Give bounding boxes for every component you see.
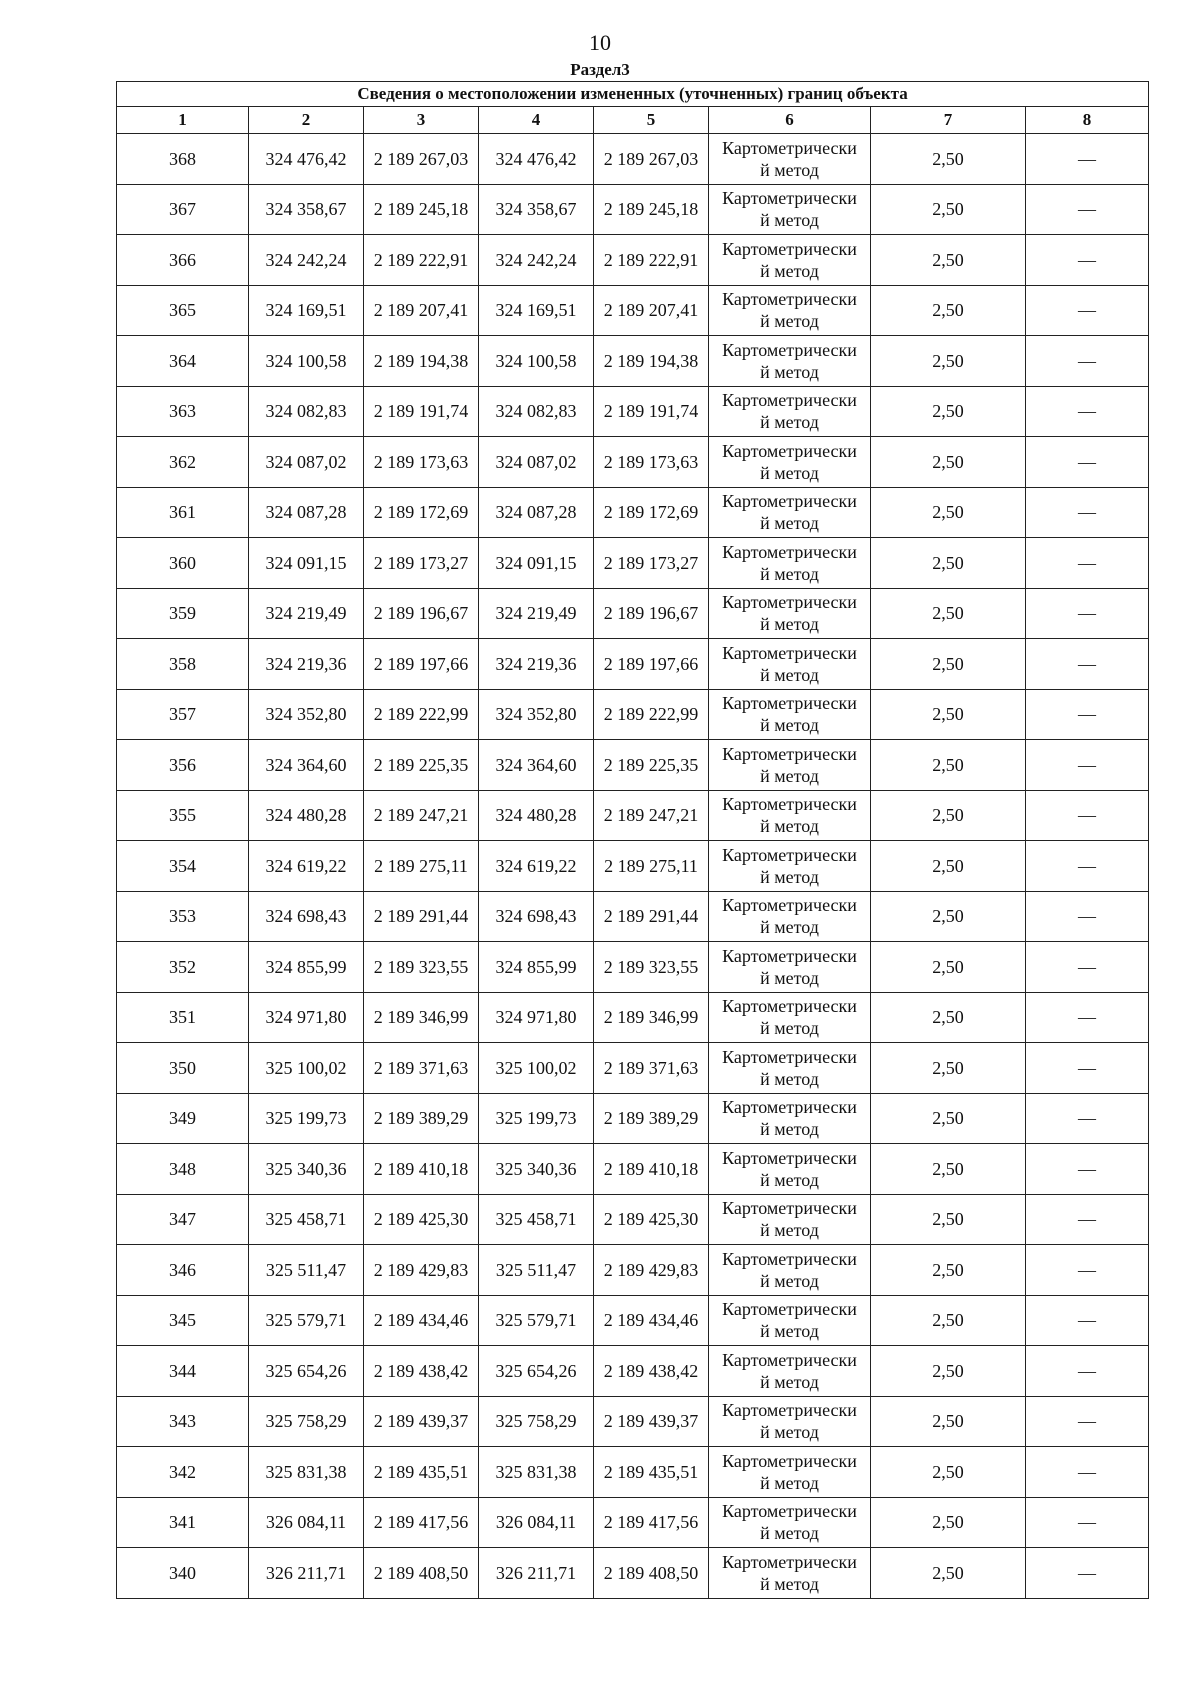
description-cell: —	[1026, 235, 1149, 286]
x-new-cell: 324 698,43	[479, 891, 594, 942]
x-old-cell: 324 855,99	[249, 942, 364, 993]
table-row	[117, 841, 1149, 892]
y-old-cell: 2 189 371,63	[364, 1043, 479, 1094]
table-row	[117, 285, 1149, 336]
x-old-cell: 324 169,51	[249, 285, 364, 336]
accuracy-cell: 2,50	[871, 790, 1026, 841]
y-new-cell: 2 189 389,29	[594, 1093, 709, 1144]
point-number-cell: 358	[117, 639, 249, 690]
method-cell: Картометрически й метод	[709, 386, 871, 437]
table-row	[117, 1548, 1149, 1599]
table-row	[117, 588, 1149, 639]
point-number-cell: 347	[117, 1194, 249, 1245]
description-cell: —	[1026, 386, 1149, 437]
x-new-cell: 324 242,24	[479, 235, 594, 286]
x-new-cell: 325 831,38	[479, 1447, 594, 1498]
point-number-cell: 345	[117, 1295, 249, 1346]
y-new-cell: 2 189 172,69	[594, 487, 709, 538]
accuracy-cell: 2,50	[871, 1295, 1026, 1346]
description-cell: —	[1026, 487, 1149, 538]
x-new-cell: 324 219,49	[479, 588, 594, 639]
y-new-cell: 2 189 417,56	[594, 1497, 709, 1548]
x-old-cell: 324 082,83	[249, 386, 364, 437]
column-header: 1	[117, 107, 249, 134]
x-old-cell: 325 100,02	[249, 1043, 364, 1094]
point-number-cell: 364	[117, 336, 249, 387]
accuracy-cell: 2,50	[871, 235, 1026, 286]
x-new-cell: 326 084,11	[479, 1497, 594, 1548]
table-row	[117, 992, 1149, 1043]
x-new-cell: 325 654,26	[479, 1346, 594, 1397]
x-old-cell: 325 511,47	[249, 1245, 364, 1296]
table-row	[117, 1144, 1149, 1195]
description-cell: —	[1026, 588, 1149, 639]
description-cell: —	[1026, 992, 1149, 1043]
table-row	[117, 891, 1149, 942]
point-number-cell: 348	[117, 1144, 249, 1195]
point-number-cell: 354	[117, 841, 249, 892]
point-number-cell: 344	[117, 1346, 249, 1397]
point-number-cell: 361	[117, 487, 249, 538]
y-old-cell: 2 189 346,99	[364, 992, 479, 1043]
x-old-cell: 326 211,71	[249, 1548, 364, 1599]
point-number-cell: 356	[117, 740, 249, 791]
description-cell: —	[1026, 1144, 1149, 1195]
point-number-cell: 349	[117, 1093, 249, 1144]
column-header: 4	[479, 107, 594, 134]
x-old-cell: 325 758,29	[249, 1396, 364, 1447]
point-number-cell: 357	[117, 689, 249, 740]
method-cell: Картометрически й метод	[709, 740, 871, 791]
table-row	[117, 1346, 1149, 1397]
y-new-cell: 2 189 222,91	[594, 235, 709, 286]
method-cell: Картометрически й метод	[709, 639, 871, 690]
description-cell: —	[1026, 689, 1149, 740]
method-cell: Картометрически й метод	[709, 588, 871, 639]
y-new-cell: 2 189 439,37	[594, 1396, 709, 1447]
x-old-cell: 324 619,22	[249, 841, 364, 892]
y-old-cell: 2 189 172,69	[364, 487, 479, 538]
table-row	[117, 487, 1149, 538]
method-cell: Картометрически й метод	[709, 1497, 871, 1548]
y-old-cell: 2 189 408,50	[364, 1548, 479, 1599]
x-new-cell: 324 480,28	[479, 790, 594, 841]
x-new-cell: 324 364,60	[479, 740, 594, 791]
x-new-cell: 324 091,15	[479, 538, 594, 589]
table-row	[117, 639, 1149, 690]
point-number-cell: 359	[117, 588, 249, 639]
point-number-cell: 368	[117, 134, 249, 185]
description-cell: —	[1026, 1194, 1149, 1245]
y-old-cell: 2 189 222,99	[364, 689, 479, 740]
description-cell: —	[1026, 942, 1149, 993]
x-old-cell: 324 219,36	[249, 639, 364, 690]
description-cell: —	[1026, 336, 1149, 387]
y-new-cell: 2 189 173,27	[594, 538, 709, 589]
y-old-cell: 2 189 173,63	[364, 437, 479, 488]
y-old-cell: 2 189 194,38	[364, 336, 479, 387]
x-old-cell: 325 458,71	[249, 1194, 364, 1245]
table-row	[117, 437, 1149, 488]
boundary-coordinates-table	[116, 81, 1149, 1599]
point-number-cell: 360	[117, 538, 249, 589]
y-new-cell: 2 189 194,38	[594, 336, 709, 387]
x-old-cell: 324 698,43	[249, 891, 364, 942]
y-old-cell: 2 189 291,44	[364, 891, 479, 942]
description-cell: —	[1026, 740, 1149, 791]
method-cell: Картометрически й метод	[709, 285, 871, 336]
y-old-cell: 2 189 196,67	[364, 588, 479, 639]
y-new-cell: 2 189 425,30	[594, 1194, 709, 1245]
x-old-cell: 324 100,58	[249, 336, 364, 387]
y-old-cell: 2 189 173,27	[364, 538, 479, 589]
table-body	[117, 134, 1149, 1599]
table-row	[117, 1396, 1149, 1447]
y-old-cell: 2 189 197,66	[364, 639, 479, 690]
x-old-cell: 324 971,80	[249, 992, 364, 1043]
accuracy-cell: 2,50	[871, 942, 1026, 993]
x-old-cell: 325 199,73	[249, 1093, 364, 1144]
x-new-cell: 324 358,67	[479, 184, 594, 235]
y-new-cell: 2 189 247,21	[594, 790, 709, 841]
method-cell: Картометрически й метод	[709, 841, 871, 892]
x-old-cell: 324 352,80	[249, 689, 364, 740]
description-cell: —	[1026, 1548, 1149, 1599]
method-cell: Картометрически й метод	[709, 1548, 871, 1599]
table-row	[117, 235, 1149, 286]
accuracy-cell: 2,50	[871, 841, 1026, 892]
accuracy-cell: 2,50	[871, 689, 1026, 740]
x-new-cell: 324 082,83	[479, 386, 594, 437]
accuracy-cell: 2,50	[871, 1144, 1026, 1195]
x-old-cell: 324 087,02	[249, 437, 364, 488]
x-old-cell: 324 087,28	[249, 487, 364, 538]
description-cell: —	[1026, 184, 1149, 235]
table-row	[117, 1497, 1149, 1548]
method-cell: Картометрически й метод	[709, 1144, 871, 1195]
y-new-cell: 2 189 197,66	[594, 639, 709, 690]
x-new-cell: 324 219,36	[479, 639, 594, 690]
column-header: 8	[1026, 107, 1149, 134]
y-old-cell: 2 189 439,37	[364, 1396, 479, 1447]
x-new-cell: 324 169,51	[479, 285, 594, 336]
method-cell: Картометрически й метод	[709, 336, 871, 387]
section-title: Раздел3	[570, 60, 630, 79]
point-number-cell: 365	[117, 285, 249, 336]
table-row	[117, 1295, 1149, 1346]
y-new-cell: 2 189 275,11	[594, 841, 709, 892]
accuracy-cell: 2,50	[871, 386, 1026, 437]
point-number-cell: 350	[117, 1043, 249, 1094]
x-new-cell: 325 579,71	[479, 1295, 594, 1346]
point-number-cell: 363	[117, 386, 249, 437]
y-old-cell: 2 189 207,41	[364, 285, 479, 336]
accuracy-cell: 2,50	[871, 639, 1026, 690]
x-old-cell: 325 831,38	[249, 1447, 364, 1498]
table-row	[117, 336, 1149, 387]
description-cell: —	[1026, 1497, 1149, 1548]
y-new-cell: 2 189 408,50	[594, 1548, 709, 1599]
table-caption: Сведения о местоположении измененных (уточненных) границ объекта	[117, 82, 1149, 107]
method-cell: Картометрически й метод	[709, 942, 871, 993]
accuracy-cell: 2,50	[871, 1396, 1026, 1447]
y-new-cell: 2 189 225,35	[594, 740, 709, 791]
column-header: 2	[249, 107, 364, 134]
description-cell: —	[1026, 1093, 1149, 1144]
y-old-cell: 2 189 267,03	[364, 134, 479, 185]
accuracy-cell: 2,50	[871, 134, 1026, 185]
point-number-cell: 362	[117, 437, 249, 488]
x-old-cell: 324 476,42	[249, 134, 364, 185]
description-cell: —	[1026, 891, 1149, 942]
x-new-cell: 325 100,02	[479, 1043, 594, 1094]
x-old-cell: 324 364,60	[249, 740, 364, 791]
accuracy-cell: 2,50	[871, 1043, 1026, 1094]
method-cell: Картометрически й метод	[709, 487, 871, 538]
accuracy-cell: 2,50	[871, 336, 1026, 387]
method-cell: Картометрически й метод	[709, 235, 871, 286]
y-old-cell: 2 189 275,11	[364, 841, 479, 892]
point-number-cell: 367	[117, 184, 249, 235]
x-new-cell: 324 476,42	[479, 134, 594, 185]
y-old-cell: 2 189 225,35	[364, 740, 479, 791]
point-number-cell: 352	[117, 942, 249, 993]
x-new-cell: 326 211,71	[479, 1548, 594, 1599]
table-row	[117, 1447, 1149, 1498]
y-old-cell: 2 189 191,74	[364, 386, 479, 437]
y-old-cell: 2 189 434,46	[364, 1295, 479, 1346]
accuracy-cell: 2,50	[871, 285, 1026, 336]
y-old-cell: 2 189 429,83	[364, 1245, 479, 1296]
accuracy-cell: 2,50	[871, 1447, 1026, 1498]
description-cell: —	[1026, 1396, 1149, 1447]
table-row	[117, 538, 1149, 589]
y-old-cell: 2 189 438,42	[364, 1346, 479, 1397]
description-cell: —	[1026, 437, 1149, 488]
y-new-cell: 2 189 173,63	[594, 437, 709, 488]
table-row	[117, 1194, 1149, 1245]
x-new-cell: 324 100,58	[479, 336, 594, 387]
method-cell: Картометрически й метод	[709, 437, 871, 488]
x-new-cell: 325 340,36	[479, 1144, 594, 1195]
description-cell: —	[1026, 1346, 1149, 1397]
description-cell: —	[1026, 1245, 1149, 1296]
x-old-cell: 324 242,24	[249, 235, 364, 286]
method-cell: Картометрически й метод	[709, 992, 871, 1043]
method-cell: Картометрически й метод	[709, 1295, 871, 1346]
point-number-cell: 366	[117, 235, 249, 286]
description-cell: —	[1026, 285, 1149, 336]
accuracy-cell: 2,50	[871, 1093, 1026, 1144]
y-new-cell: 2 189 435,51	[594, 1447, 709, 1498]
table-row	[117, 790, 1149, 841]
y-new-cell: 2 189 323,55	[594, 942, 709, 993]
accuracy-cell: 2,50	[871, 437, 1026, 488]
y-old-cell: 2 189 323,55	[364, 942, 479, 993]
y-new-cell: 2 189 245,18	[594, 184, 709, 235]
x-new-cell: 324 087,28	[479, 487, 594, 538]
x-old-cell: 324 091,15	[249, 538, 364, 589]
y-old-cell: 2 189 245,18	[364, 184, 479, 235]
x-new-cell: 324 087,02	[479, 437, 594, 488]
y-new-cell: 2 189 429,83	[594, 1245, 709, 1296]
x-old-cell: 325 654,26	[249, 1346, 364, 1397]
point-number-cell: 342	[117, 1447, 249, 1498]
y-new-cell: 2 189 434,46	[594, 1295, 709, 1346]
point-number-cell: 353	[117, 891, 249, 942]
description-cell: —	[1026, 538, 1149, 589]
column-header: 7	[871, 107, 1026, 134]
x-new-cell: 325 199,73	[479, 1093, 594, 1144]
method-cell: Картометрически й метод	[709, 790, 871, 841]
accuracy-cell: 2,50	[871, 1346, 1026, 1397]
y-new-cell: 2 189 410,18	[594, 1144, 709, 1195]
y-new-cell: 2 189 207,41	[594, 285, 709, 336]
description-cell: —	[1026, 1447, 1149, 1498]
y-new-cell: 2 189 371,63	[594, 1043, 709, 1094]
point-number-cell: 340	[117, 1548, 249, 1599]
y-old-cell: 2 189 417,56	[364, 1497, 479, 1548]
point-number-cell: 351	[117, 992, 249, 1043]
method-cell: Картометрически й метод	[709, 1093, 871, 1144]
table-row	[117, 1245, 1149, 1296]
point-number-cell: 346	[117, 1245, 249, 1296]
y-new-cell: 2 189 291,44	[594, 891, 709, 942]
method-cell: Картометрически й метод	[709, 1396, 871, 1447]
y-old-cell: 2 189 410,18	[364, 1144, 479, 1195]
table-row	[117, 1043, 1149, 1094]
method-cell: Картометрически й метод	[709, 538, 871, 589]
x-old-cell: 326 084,11	[249, 1497, 364, 1548]
x-new-cell: 325 458,71	[479, 1194, 594, 1245]
x-old-cell: 324 219,49	[249, 588, 364, 639]
accuracy-cell: 2,50	[871, 891, 1026, 942]
method-cell: Картометрически й метод	[709, 689, 871, 740]
table-row	[117, 134, 1149, 185]
x-old-cell: 325 579,71	[249, 1295, 364, 1346]
y-old-cell: 2 189 222,91	[364, 235, 479, 286]
accuracy-cell: 2,50	[871, 1548, 1026, 1599]
x-new-cell: 324 971,80	[479, 992, 594, 1043]
description-cell: —	[1026, 1043, 1149, 1094]
x-new-cell: 324 619,22	[479, 841, 594, 892]
y-new-cell: 2 189 222,99	[594, 689, 709, 740]
table-row	[117, 184, 1149, 235]
table-row	[117, 689, 1149, 740]
method-cell: Картометрически й метод	[709, 1043, 871, 1094]
description-cell: —	[1026, 134, 1149, 185]
method-cell: Картометрически й метод	[709, 1245, 871, 1296]
description-cell: —	[1026, 1295, 1149, 1346]
accuracy-cell: 2,50	[871, 588, 1026, 639]
method-cell: Картометрически й метод	[709, 134, 871, 185]
point-number-cell: 343	[117, 1396, 249, 1447]
y-new-cell: 2 189 346,99	[594, 992, 709, 1043]
method-cell: Картометрически й метод	[709, 1447, 871, 1498]
x-old-cell: 324 480,28	[249, 790, 364, 841]
column-header: 5	[594, 107, 709, 134]
method-cell: Картометрически й метод	[709, 1194, 871, 1245]
description-cell: —	[1026, 841, 1149, 892]
table-row	[117, 1093, 1149, 1144]
y-old-cell: 2 189 247,21	[364, 790, 479, 841]
y-new-cell: 2 189 191,74	[594, 386, 709, 437]
table-row	[117, 386, 1149, 437]
accuracy-cell: 2,50	[871, 1497, 1026, 1548]
x-new-cell: 324 352,80	[479, 689, 594, 740]
x-new-cell: 325 511,47	[479, 1245, 594, 1296]
x-old-cell: 325 340,36	[249, 1144, 364, 1195]
y-old-cell: 2 189 425,30	[364, 1194, 479, 1245]
accuracy-cell: 2,50	[871, 1245, 1026, 1296]
y-old-cell: 2 189 435,51	[364, 1447, 479, 1498]
description-cell: —	[1026, 790, 1149, 841]
y-old-cell: 2 189 389,29	[364, 1093, 479, 1144]
table-row	[117, 942, 1149, 993]
accuracy-cell: 2,50	[871, 184, 1026, 235]
y-new-cell: 2 189 196,67	[594, 588, 709, 639]
x-new-cell: 324 855,99	[479, 942, 594, 993]
accuracy-cell: 2,50	[871, 992, 1026, 1043]
y-new-cell: 2 189 267,03	[594, 134, 709, 185]
table-row	[117, 740, 1149, 791]
point-number-cell: 341	[117, 1497, 249, 1548]
accuracy-cell: 2,50	[871, 740, 1026, 791]
accuracy-cell: 2,50	[871, 487, 1026, 538]
column-header: 3	[364, 107, 479, 134]
y-new-cell: 2 189 438,42	[594, 1346, 709, 1397]
point-number-cell: 355	[117, 790, 249, 841]
method-cell: Картометрически й метод	[709, 184, 871, 235]
accuracy-cell: 2,50	[871, 1194, 1026, 1245]
table-header-row	[117, 107, 1149, 134]
method-cell: Картометрически й метод	[709, 891, 871, 942]
method-cell: Картометрически й метод	[709, 1346, 871, 1397]
accuracy-cell: 2,50	[871, 538, 1026, 589]
page-number: 10	[589, 30, 611, 55]
column-header: 6	[709, 107, 871, 134]
x-old-cell: 324 358,67	[249, 184, 364, 235]
x-new-cell: 325 758,29	[479, 1396, 594, 1447]
description-cell: —	[1026, 639, 1149, 690]
